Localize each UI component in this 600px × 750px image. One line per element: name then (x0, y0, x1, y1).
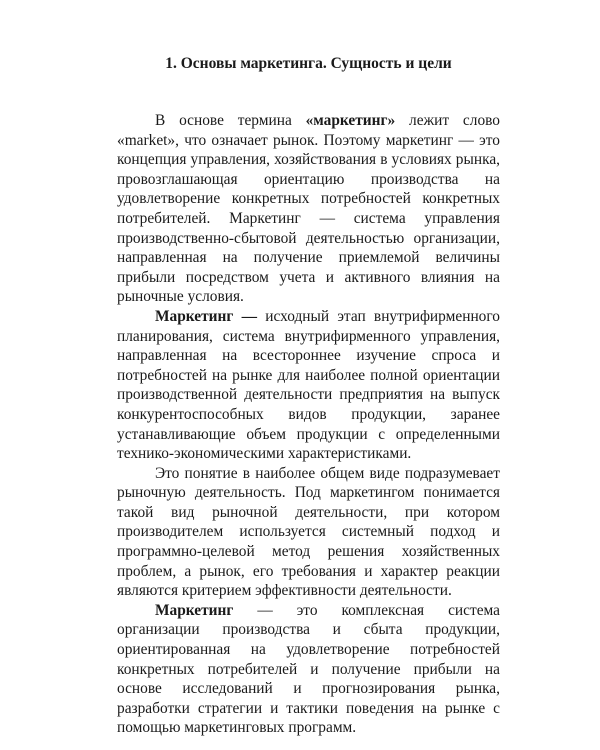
paragraph-1 (117, 111, 500, 307)
paragraph-3 (117, 464, 500, 601)
document-page (117, 54, 500, 738)
paragraph-4-text: — это комплексная система организации производства и сбыта продукции, ориентированная на удовлетворение потребностей конкретных потребителей и получение прибыли на основе исследований и прогнозирования рынка, разработки стратегии и тактики поведения на рынке с помощью маркетинговых программ. (117, 601, 500, 737)
section-title: 1. Основы маркетинга. Сущность и цели (165, 55, 452, 72)
paragraph-1-term: «маркетинг» (305, 112, 396, 129)
paragraph-2-text: исходный этап внутрифирменного планирования, система внутрифирменного управления, направленная на всестороннее изучение спроса и потребностей на рынке для наиболее полной ориентации производственной деятельности предприятия на выпуск конкурентоспособных видов продукции, заранее устанавливающие объем продукции с определенными технико-экономическими характеристиками. (117, 307, 500, 463)
paragraph-1-text: лежит слово «market», что означает рынок. Поэтому маркетинг — это концепция управления, хозяйствования в условиях рынка, провозглашающая ориентацию производства на удовлетворение конкретных потребностей конкретных потребителей. Маркетинг — система управления производственно-сбытовой деятельностью организации, направленная на получение приемлемой величины прибыли посредством учета и активного влияния на рыночные условия. (117, 112, 500, 306)
paragraph-4 (117, 601, 500, 738)
paragraph-2 (117, 307, 500, 464)
paragraph-1-intro: В основе термина (155, 112, 306, 129)
paragraph-3-text: Это понятие в наиболее общем виде подразумевает рыночную деятельность. Под маркетингом понимается такой вид рыночной деятельности, при котором производителем используется системный подход и программно-целевой метод решения хозяйственных проблем, а рынок, его требования и характер реакции являются критерием эффективности деятельности. (117, 464, 500, 600)
paragraph-2-term: Маркетинг — (155, 307, 257, 325)
paragraph-4-term: Маркетинг (155, 601, 234, 619)
